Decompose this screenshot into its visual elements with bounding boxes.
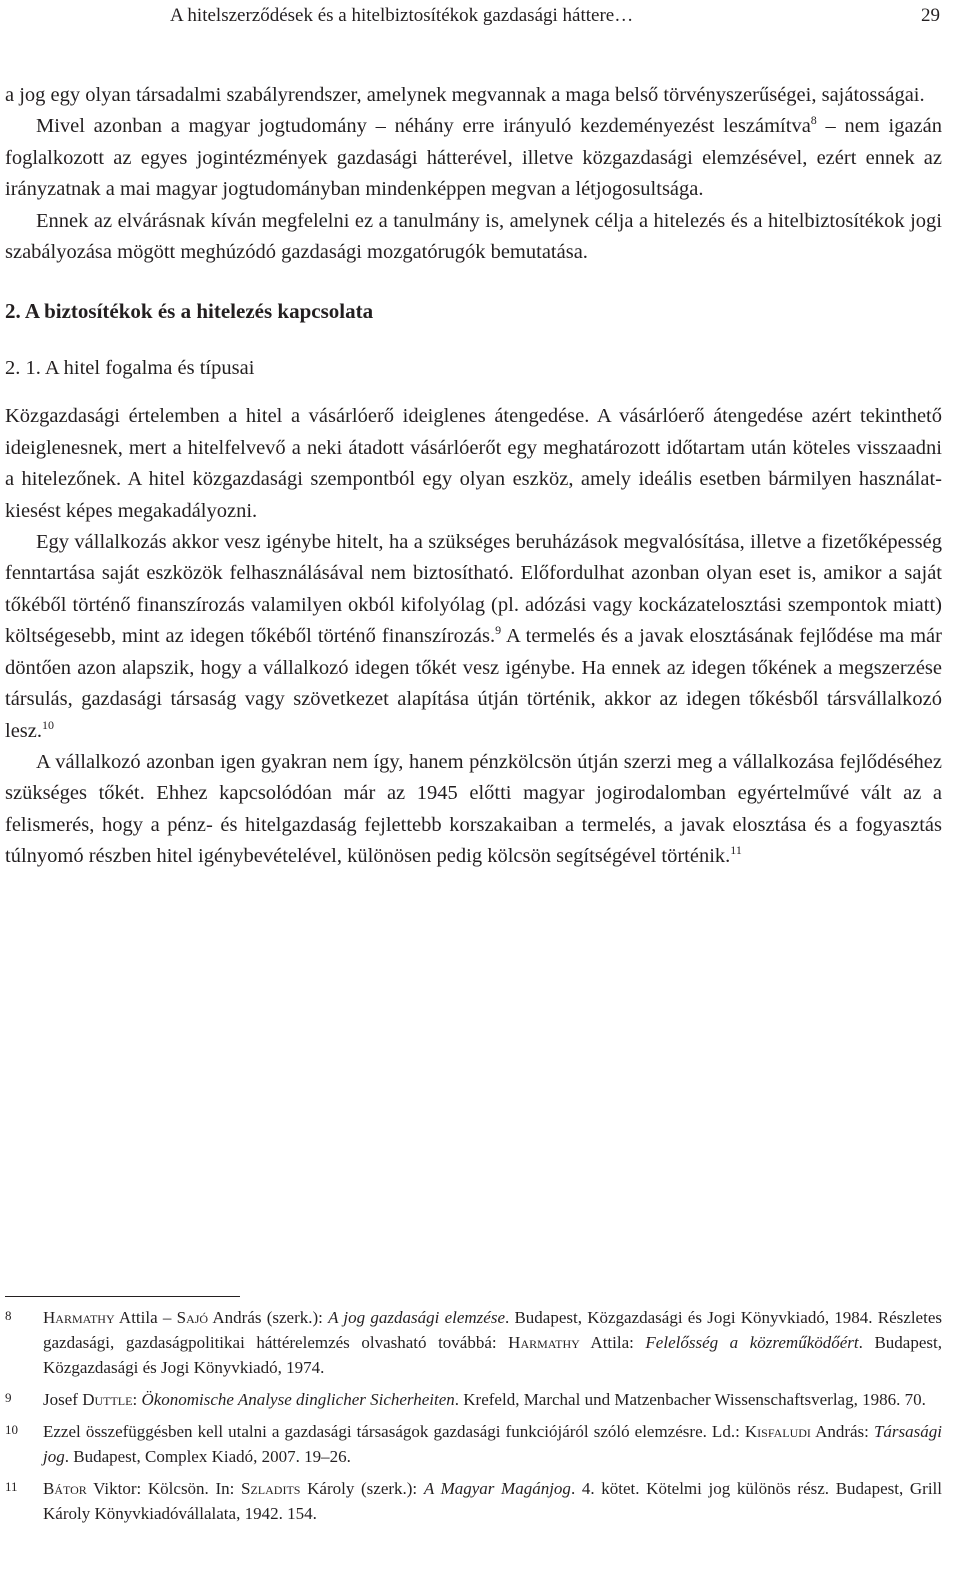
footnote-text <box>43 1422 942 1466</box>
footnote-text <box>43 1479 942 1523</box>
footnote-text <box>43 1390 926 1409</box>
footnote-text-segment: . Krefeld, Marchal und Matzenbacher Wissenschaftsverlag, 1986. 70. <box>454 1390 926 1409</box>
work-title: A Magyar Magánjog <box>423 1479 571 1498</box>
paragraph <box>5 747 942 873</box>
author-name: Duttle <box>82 1390 133 1409</box>
paragraph <box>5 111 942 205</box>
footnotes <box>5 1305 942 1533</box>
paragraph-continued: a jog egy olyan társadalmi szabályrendszer, amelynek megvannak a maga belső törvényszerűségei, sajátosságai. <box>5 84 925 106</box>
paragraph-text: A vállalkozó azonban igen gyakran nem így, hanem pénzkölcsön útján szerzi meg a vállalkozása fejlődéséhez szükséges tőkét. Ehhez kapcsolódóan már az 1945 előtti magyar jogirodalomban egyértelművé vált az a felismerés, hogy a pénz- és hitelgazdaság fejlettebb korszakaiban a termelés, a javak elosztása és a fogyasztás túlnyomó részben hitel igénybevételével, különösen pedig kölcsön segítségével történik. <box>5 750 942 868</box>
footnote-ref[interactable]: 9 <box>495 623 502 638</box>
main-text <box>5 80 942 873</box>
section-heading: 2. A biztosítékok és a hitelezés kapcsolata <box>5 299 374 324</box>
work-title: Ökonomische Analyse dinglicher Sicherheiten <box>141 1390 455 1409</box>
paragraph-text: Mivel azonban a magyar jogtudomány – néhány erre irányuló kezdeményezést leszámítva <box>36 115 811 138</box>
footnote-text-segment: . Budapest, Közgazdasági és Jogi Könyvkiadó, 1984. Részletes gazdasági, gazdaságpolitikai háttérelemzés olvasható továbbá: <box>43 1308 942 1352</box>
work-title: A jog gazdasági elemzése <box>328 1308 505 1327</box>
footnote-text-segment: Josef <box>43 1390 83 1409</box>
footnote <box>5 1387 942 1412</box>
author-name: Szladits <box>241 1479 301 1498</box>
footnote-text-segment: : <box>132 1390 142 1409</box>
footnote-separator <box>5 1296 240 1297</box>
footnote-text-segment: Viktor: Kölcsön. In: <box>86 1479 242 1498</box>
paragraph: Közgazdasági értelemben a hitel a vásárlóerő ideiglenes átengedése. A vásárlóerő átengedése azért tekinthető ideiglenesnek, mert a hitelfelvevő a neki átadott vásárlóerőt egy meghatározott időtartam után köteles visszaadni a hitelezőnek. A hitel közgazdasági szempontból egy olyan eszköz, amely ideális esetben bármilyen használat-kiesést képes megakadályozni. <box>5 405 942 522</box>
footnote-ref[interactable]: 8 <box>810 113 817 128</box>
paragraph-text: A termelés és a javak elosztásának fejlődése ma már döntően azon alapszik, hogy a vállalkozó idegen tőkét vesz igénybe. Ha ennek az idegen tőkének a megszerzése társulás, gazdasági társaság vagy szövetkezet alapítása útján történik, akkor az idegen tőkésből társvállalkozó lesz. <box>5 625 942 742</box>
subsection-heading: 2. 1. A hitel fogalma és típusai <box>5 357 255 380</box>
paragraph: Ennek az elvárásnak kíván megfelelni ez a tanulmány is, amelynek célja a hitelezés és a hitelbiztosítékok jogi szabályozása mögött meghúzódó gazdasági mozgatórugók bemutatása. <box>5 209 942 264</box>
author-name: Bátor <box>43 1479 87 1498</box>
footnote-text-segment: . Budapest, Közgazdasági és Jogi Könyvkiadó, 1974. <box>43 1333 942 1377</box>
footnote-text-segment: Károly (szerk.): <box>300 1479 424 1498</box>
footnote-text-segment: András: <box>810 1422 874 1441</box>
footnote-number: 10 <box>5 1422 18 1437</box>
running-title: A hitelszerződések és a hitelbiztosítékok gazdasági háttere… <box>170 5 634 26</box>
running-header <box>170 2 940 30</box>
footnote-number: 11 <box>5 1479 18 1494</box>
footnote <box>5 1476 942 1526</box>
work-title: Felelősség a közreműködőért <box>645 1333 859 1352</box>
footnote-text-segment: . Budapest, Complex Kiadó, 2007. 19–26. <box>64 1447 351 1466</box>
author-name: Sajó <box>176 1308 209 1327</box>
paragraph-text: – nem igazán foglalkozott az egyes jogintézmények gazdasági hátterével, illetve közgazdasági elemzésével, ezért ennek az irányzatnak a mai magyar jogtudományban mindenképpen megvan a létjogosultsága. <box>5 115 942 201</box>
footnote-text-segment: . 4. kötet. Kötelmi jog különös rész. Budapest, Grill Károly Könyvkiadóvállalata, 1942. 154. <box>43 1479 942 1523</box>
footnote-text-segment: Attila – <box>114 1308 177 1327</box>
footnote-text <box>43 1308 942 1377</box>
author-name: Harmathy <box>43 1308 115 1327</box>
footnote-text-segment: Attila: <box>579 1333 646 1352</box>
paragraph-text: Egy vállalkozás akkor vesz igénybe hitelt, ha a szükséges beruházások megvalósítása, illetve a fizetőképesség fenntartása saját eszközök felhasználásával nem biztosítható. Előfordulhat azonban olyan eset is, amikor a saját tőkéből történő finanszírozás valamilyen okból kifolyólag (pl. adózási vagy kockázatelosztási szempontok miatt) költségesebb, mint az idegen tőkéből történő finanszírozás. <box>5 531 942 648</box>
work-title: Társasági jog <box>43 1422 942 1466</box>
page-number: 29 <box>921 5 940 26</box>
paragraph <box>5 527 942 747</box>
footnote-ref[interactable]: 11 <box>730 843 742 858</box>
footnote <box>5 1419 942 1469</box>
footnote-number: 8 <box>5 1308 12 1323</box>
author-name: Harmathy <box>508 1333 580 1352</box>
footnote-text-segment: Ezzel összefüggésben kell utalni a gazdasági társaságok gazdasági funkciójáról szóló elemzésre. Ld.: <box>43 1422 745 1441</box>
footnote-ref[interactable]: 10 <box>42 717 54 732</box>
footnote <box>5 1305 942 1380</box>
author-name: Kisfaludi <box>744 1422 811 1441</box>
footnote-text-segment: András (szerk.): <box>208 1308 329 1327</box>
footnote-number: 9 <box>5 1390 12 1405</box>
